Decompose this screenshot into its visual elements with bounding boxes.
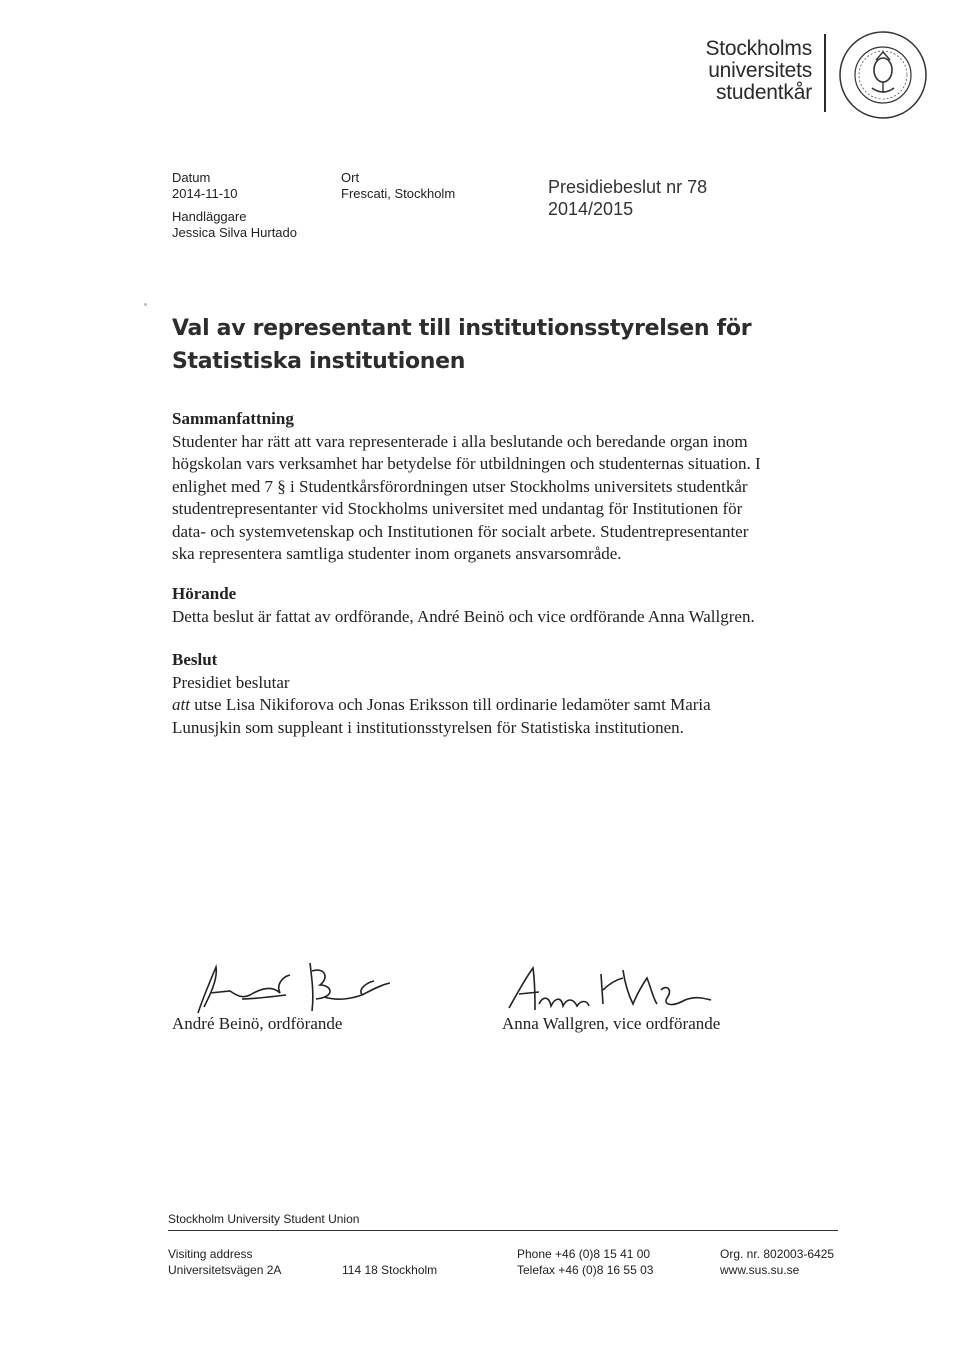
visit-label: Visiting address	[168, 1247, 253, 1261]
hearing-text: Detta beslut är fattat av ordförande, André Beinö och vice ordförande Anna Wallgren.	[172, 606, 755, 626]
footer-contact	[517, 1246, 653, 1278]
footer-divider	[168, 1230, 838, 1231]
summary-line: högskolan vars verksamhet har betydelse för utbildningen och studenternas situation. I	[172, 454, 761, 473]
decision-line-2: 2014/2015	[548, 199, 634, 219]
decision-number	[548, 176, 707, 220]
scan-mark	[144, 303, 147, 306]
meta-date	[172, 170, 238, 202]
signature-label-right: Anna Wallgren, vice ordförande	[502, 1014, 721, 1033]
place-label: Ort	[341, 170, 360, 185]
org-number: Org. nr. 802003-6425	[720, 1247, 835, 1261]
footer-visit	[168, 1246, 281, 1278]
decision-section	[172, 649, 822, 739]
decision-line-2	[172, 694, 822, 717]
meta-place	[341, 170, 455, 202]
summary-heading: Sammanfattning	[172, 409, 294, 428]
summary-section	[172, 408, 822, 566]
title-line-1: Val av representant till institutionsstyrelsen för	[172, 316, 752, 341]
summary-line: ska representera samtliga studenter inom organets ansvarsområde.	[172, 544, 622, 563]
hearing-heading: Hörande	[172, 584, 237, 603]
att-word: att	[172, 695, 190, 714]
meta-handler	[172, 209, 297, 241]
seal-icon	[838, 30, 928, 120]
signature-label-left: André Beinö, ordförande	[172, 1014, 343, 1033]
footer-org: Stockholm University Student Union	[168, 1212, 360, 1226]
place-value: Frescati, Stockholm	[341, 186, 456, 201]
handler-value: Jessica Silva Hurtado	[172, 225, 297, 240]
decision-line-2-rest: utse Lisa Nikiforova och Jonas Eriksson till ordinarie ledamöter samt Maria	[189, 695, 711, 714]
decision-heading: Beslut	[172, 650, 218, 669]
summary-line: Studenter har rätt att vara representerade i alla beslutande och beredande organ inom	[172, 431, 748, 451]
logo-line-1: Stockholms	[705, 37, 812, 60]
page-title	[172, 312, 751, 378]
summary-line: studentrepresentanter vid Stockholms universitet med undantag för Institutionen för	[172, 499, 743, 518]
logo-line-2: universitets	[708, 59, 812, 82]
phone: Phone +46 (0)8 15 41 00	[517, 1247, 651, 1261]
logo-line-3: studentkår	[715, 81, 812, 104]
decision-line-1: Presidiet beslutar	[172, 672, 290, 692]
date-value: 2014-11-10	[172, 186, 238, 201]
visit-street: Universitetsvägen 2A	[168, 1263, 282, 1277]
summary-line: data- och systemvetenskap och Institutionen för socialt arbete. Studentrepresentanter	[172, 521, 749, 541]
title-line-2: Statistiska institutionen	[172, 349, 466, 374]
logo-divider	[824, 34, 826, 112]
date-label: Datum	[172, 170, 211, 185]
logo-wordmark	[705, 38, 812, 104]
hearing-section	[172, 583, 822, 628]
footer-org-info	[720, 1246, 834, 1278]
website-link[interactable]: www.sus.su.se	[720, 1263, 800, 1277]
fax: Telefax +46 (0)8 16 55 03	[517, 1263, 654, 1277]
decision-line-3: Lunusjkin som suppleant i institutionsstyrelsen för Statistiska institutionen.	[172, 717, 684, 737]
decision-line-1: Presidiebeslut nr 78	[548, 177, 708, 197]
visit-city: 114 18 Stockholm	[342, 1263, 438, 1277]
handler-label: Handläggare	[172, 209, 247, 224]
summary-line: enlighet med 7 § i Studentkårsförordningen utser Stockholms universitets studentkår	[172, 476, 748, 496]
